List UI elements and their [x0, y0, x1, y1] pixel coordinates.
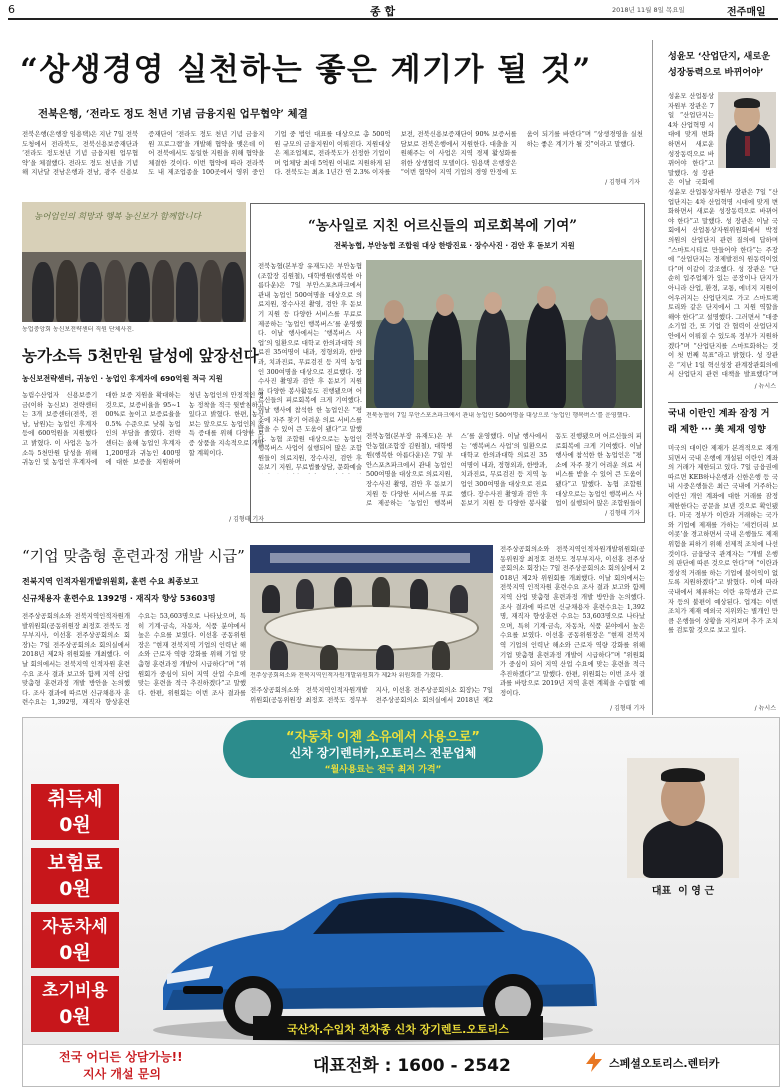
lead-credit: / 김형태 기자 [605, 179, 640, 186]
meeting-photo-caption: 전주상공회의소와 전북지역인적자원개발위원회가 제2차 위원회를 가졌다. [250, 672, 444, 679]
ad-phone[interactable]: 대표전화 : 1600 - 2542 [313, 1056, 511, 1076]
lead-body: 전북은행(은행장 임용택)은 지난 7일 전북도청에서 전라북도, 전북신용보증재단과 ‘전라도 정도천년 기념 금융지원 업무협약’을 체결했다. 전라도 정도 천년을 기념해 지난달 전남은행과 전남, 광주 신용보증재단이 ‘전라도 정도 천년 기념 금융지원 프로그램’을 개발해 협약을 맺은데 이어 전북에서도 동일한 지원을 위해 협약을 체결한 것이다. 이번 협약에 따라 전라북도 내 제조업종을 100곳에서 영위 중인 기업 중 법인 대표를 대상으로 총 500억원 규모의 금융지원이 이뤄진다. 지원대상은 제조업체로, 전라북도가 선정한 기업이며 업체당 최대 5억원 이내로 지원하게 된다. 전북도는 최초 1년간 연 2.3% 이자를 보전, 전북신용보증재단이 90% 보증서를 담보로 전북은행에서 지원한다. 대출을 지원해주는 이 사업은 지역 경제 활성화를 위한 상생협력 모델이다. 임용택 은행장은 “이번 협약이 지역 기업의 경영 안정에 도움이 되기를 바란다”며 “상생경영을 실천하는 좋은 계기가 될 것”이라고 말했다. [22, 130, 643, 177]
training-body-left: 전주상공회의소와 전북지역인적자원개발위원회(공동위원장 최정호 전북도 정무부지사, 이선홍 전주상공회의소 회장)는 7일 전주상공회의소 회의실에서 2018년 제2차 위원회를 개최했다. 이날 회의에서는 전북지역 인적자원 훈련수요 조사 결과 보고와 함께 지역 산업 맞춤형 훈련과정 개발 방안을 논의했다. 조사 결과에 따르면 신규채용자 훈련수요는 1,392명, 재직자 향상훈련 수요는 53,603명으로 나타났으며, 특히 기계·금속, 자동차, 식품 분야에서 높은 수요를 보였다. 이선홍 공동위원장은 “현재 전북지역 기업의 인력난 해소와 근로자 역량 강화를 위해 기업 맞춤형 훈련과정 개발이 시급하다”며 “위원회가 중심이 되어 지역 산업 수요에 맞는 훈련을 적극 추진하겠다”고 말했다. 한편, 위원회는 이번 조사 결과를 [22, 612, 246, 707]
meeting-photo [250, 545, 493, 670]
farm-subhead: 전북농협, 부안농협 조합원 대상 한방진료 · 장수사진 · 검안 후 돋보기 지원 [334, 241, 575, 250]
ad-box-initial-cost: 초기비용 0원 [31, 976, 119, 1032]
ceo-photo [627, 758, 739, 878]
page-header [0, 0, 784, 20]
farm-body-bottom: 전북농협(본부장 유재도)은 부안농협(조합장 김원철), 대학병원(행복한 아름다운)은 7일 부안스포츠파크에서 관내 농업인 500여명을 대상으로 의료지원, 장수사진 촬영, 검안 후 돋보기 지원 등 다양한 서비스를 무료로 제공하는 ‘농업인 행복버스’를 운영했다. 이날 행사에서는 ‘행복버스 사업’의 일환으로 대학교 한의과대학 의료진 35여명이 내과, 정형외과, 한방과, 치과진료, 무료검진 등 지역 농업인 300여명을 대상으로 진료했다. 장수사진 촬영과 검안 후 돋보기 지원 등 다양한 봉사활동도 진행됐으며 어르신들의 피로회복에 크게 기여했다. 이날 행사에 참석한 한 농업인은 “평소에 자주 찾기 어려운 의료 서비스를 받을 수 있어 큰 도움이 됐다”고 말했다. 농협 조합원 대상으로는 농업인 행복버스 사업이 실행되어 많은 조합원들이 [366, 432, 642, 508]
farm-headline: “농사일로 지친 어르신들의 피로회복에 기여” [308, 218, 578, 234]
photo-banner-text: 농어업인의 희망과 행복 농신보가 함께합니다 [34, 212, 201, 222]
farm-office-group-photo [22, 202, 246, 322]
clinic-photo [366, 260, 642, 408]
section-label: 종 합 [370, 5, 396, 18]
page-number: 6 [8, 3, 15, 16]
lead-subhead: 전북은행, ‘전라도 정도 천년 기념 금융지원 업무협약’ 체결 [38, 108, 308, 120]
ad-company-line: 신차 장기렌터카,오토리스 전문업체 [289, 746, 477, 760]
ad-bottom-left-1: 전국 어디든 상담가능!! [59, 1050, 183, 1064]
car-rental-ad [22, 717, 780, 1087]
sidebar-bottom-body: 미국의 대이란 제재가 본격적으로 재개되면서 국내 은행에 개설된 이란인 계좌의 거래가 제한되고 있다. 7일 금융권에 따르면 KEB하나은행과 신한은행 등 국내 시중은행들은 최근 국내에 거주하는 이란인 개인 계좌에 대한 거래를 잠정 제한한다는 공문을 보낸 것으로 확인됐다. 미국 정부가 이란과 거래하는 국가와 기업에 제재를 가하는 ‘세컨더리 보이콧’을 경고하면서 국내 은행들도 제재 위험을 피하기 위해 선제적 조치에 나선 것이다. 금융당국 관계자는 “개별 은행의 판단에 따른 것으로 안다”며 “이란과 정상적 거래를 하는 기업에 불이익이 없도록 지원하겠다”고 밝혔다. 이에 따라 국내에서 체류하는 이란 유학생과 근로자 등의 불편이 예상된다. 업계는 이번 조치가 제재 예외국 지위와는 별개인 만큼 은행들이 상황을 지켜보며 추가 조치를 검토할 것으로 보고 있다. [668, 444, 778, 635]
ad-brand: 스페셜오토리스.렌터카 [609, 1057, 720, 1070]
lead-headline: “상생경영 실천하는 좋은 계기가 될 것” [20, 52, 592, 88]
training-subhead: 전북지역 인적자원개발위원회, 훈련 수요 최종보고 [22, 577, 199, 586]
training-credit: / 김형태 기자 [610, 705, 645, 712]
ad-box-insurance: 보험료 0원 [31, 848, 119, 904]
sidebar-bottom-rule [668, 402, 778, 403]
header-rule [8, 18, 778, 20]
income-body: 농림수산업자 신용보증기금(이하 농신보) 전략센터는 3개 보증센터(전북, 전남, 남원)는 농업인 후계자 등에 600억원을 지원했다고 밝혔다. 이 사업은 농가소득 5천만원 달성을 위해 귀농인 및 농업인 후계자에 대한 보증 지원을 확대하는 것으로, 보증비율을 95~100%로 높이고 보증료율을 0.5% 수준으로 낮춰 농업인의 부담을 줄였다. 전략센터는 올해 농업인 후계자 1,200명과 귀농인 400명에 대한 보증을 지원하며 청년 농업인의 안정적인 영농 정착을 적극 뒷받침하고 있다고 밝혔다. 한편, 농신보는 앞으로도 농업인의 소득 증대를 위해 다양한 보증 상품을 지속적으로 개발할 계획이다. [22, 391, 264, 467]
income-credit: / 김형태 기자 [229, 516, 264, 523]
sidebar-top-credit: / 뉴시스 [754, 383, 776, 390]
brand-logo-icon [583, 1051, 605, 1073]
income-headline: 농가소득 5천만원 달성에 앞장선다 [22, 346, 259, 365]
sidebar-bottom-headline: 국내 이란인 계좌 잠정 거래 제한 ··· 美 제재 영향 [668, 408, 770, 435]
farm-body-top: 전북농협(본부장 유재도)은 부안농협(조합장 김원철), 대학병원(행복한 아름다운)은 7일 부안스포츠파크에서 관내 농업인 500여명을 대상으로 의료지원, 장수사진 촬영, 검안 후 돋보기 지원 등 다양한 서비스를 무료로 제공하는 ‘농업인 행복버스’를 운영했다. 이날 행사에서는 ‘행복버스 사업’의 일환으로 대학교 한의과대학 의료진 35여명이 내과, 정형외과, 한방과, 치과진료, 무료검진 등 지역 농업인 300여명을 대상으로 진료했다. 장수사진 촬영과 검안 후 돋보기 지원 등 다양한 봉사활동도 진행됐으며 어르신들의 피로회복에 크게 기여했다. 이날 행사에 참석한 한 농업인은 “평소에 자주 찾기 어려운 의료 서비스를 받을 수 있어 큰 도움이 됐다”고 말했다. 농협 조합원 대상으로는 농업인 행복버스 사업이 실행되어 많은 조합원들이 의료지원, 장수사진, 검안 후 돋보기 지원, 무료법률상담, 문화예술 [258, 262, 362, 472]
training-subhead2: 신규채용자 훈련수요 1392명 · 재직자 향상 53603명 [22, 594, 216, 603]
training-body-bottom: 전주상공회의소와 전북지역인적자원개발위원회(공동위원장 최정호 전북도 정무부지사, 이선홍 전주상공회의소 회장)는 7일 전주상공회의소 회의실에서 2018년 제2 [250, 686, 493, 704]
ad-box-acquisition-tax: 취득세 0원 [31, 784, 119, 840]
sidebar-top-headline: 성윤모 ‘산업단지, 새로운 성장동력으로 바뀌어야’ [668, 51, 771, 78]
training-headline: “기업 맞춤형 훈련과정 개발 시급” [22, 547, 245, 565]
issue-date: 2018년 11월 8일 목요일 [612, 6, 685, 14]
sidebar-top-body-narrow: 성윤모 산업통상자원부 장관은 7일 “산업단지는 4차 산업혁명 시대에 맞게 변화하면서 새로운 성장동력으로 바뀌어야 한다”고 말했다. 성 장관은 이날 국회에 [668, 92, 714, 187]
ad-bottom-left-2: 지사 개설 문의 [83, 1067, 161, 1081]
training-body-right: 전주상공회의소와 전북지역인적자원개발위원회(공동위원장 최정호 전북도 정무부지사, 이선홍 전주상공회의소 회장)는 7일 전주상공회의소 회의실에서 2018년 제2차 위원회를 개최했다. 이날 회의에서는 전북지역 인적자원 훈련수요 조사 결과 보고와 함께 지역 산업 맞춤형 훈련과정 개발 방안을 논의했다. 조사 결과에 따르면 신규채용자 훈련수요는 1,392명, 재직자 향상훈련 수요는 53,603명으로 나타났으며, 특히 기계·금속, 자동차, 식품 분야에서 높은 수요를 보였다. 이선홍 공동위원장은 “현재 전북지역 기업의 인력난 해소와 근로자 역량 강화를 위해 기업 맞춤형 훈련과정 개발이 시급하다”며 “위원회가 중심이 되어 지역 산업 수요에 맞는 훈련을 적극 추진하겠다”고 말했다. 한편, 위원회는 이번 조사 결과를 바탕으로 2019년 지역 훈련 계획을 수립할 예정이다. [500, 545, 645, 697]
farm-credit: / 김형태 기자 [605, 510, 640, 517]
income-photo-caption: 농업중앙회 농신보전략센터 직원 단체사진. [22, 326, 134, 333]
official-portrait [718, 92, 776, 168]
ad-promo: “월사용료는 전국 최저 가격” [324, 765, 442, 775]
column-divider [652, 40, 653, 715]
ceo-caption: 대표 이 영 근 [651, 886, 715, 897]
ad-banner-text: 국산차.수입차 전차종 신차 장기렌트.오토리스 [287, 1023, 509, 1036]
sidebar-top-body: 성윤모 산업통상자원부 장관은 7일 “산업단지는 4차 산업혁명 시대에 맞게 변화하면서 새로운 성장동력으로 바뀌어야 한다”고 말했다. 성 장관은 이날 국회에서 산업통상자원위원회에서 박정 의원의 산업단지 관련 질의에 답하며 “스마트시티로 만들어야 한다”는 주장에 “산업단지는 경제발전의 원동력이었다”며 이같이 강조했다. 성 장관은 “단순히 입주업체가 있는 공장이나 단지가 아니라 산업, 환경, 교통, 에너지 지원이 어우러지는 산업단지로 가고 스마트팩토리와 같은 단지에서 그 지원 역할을 해야 한다”고 설명했다. 그러면서 “대중소기업 간, 또 기업 간 협력이 산업단지 안에서 이뤄질 수 있도록 정부가 지원하겠다”며 “산업단지를 스마트화하는 것이 첫 번째 목표”라고 밝혔다. 성 장관은 “지난 1일 혁신성장 관계장관회의에서 산업단지 관련 대책을 발표했다”며 [668, 188, 778, 379]
masthead: 전주매일 [727, 7, 766, 18]
income-subhead: 농신보전략센터, 귀농인 · 농업인 후계자에 690억원 적극 지원 [22, 374, 223, 383]
farm-photo-caption: 전북농협이 7일 부안스포츠파크에서 관내 농업인 500여명을 대상으로 ‘농업인 행복버스’를 운영했다. [366, 412, 631, 419]
sidebar-bottom-credit: / 뉴시스 [754, 705, 776, 712]
ad-box-car-tax: 자동차세 0원 [31, 912, 119, 968]
ad-slogan: “자동차 이젠 소유에서 사용으로” [286, 730, 480, 745]
